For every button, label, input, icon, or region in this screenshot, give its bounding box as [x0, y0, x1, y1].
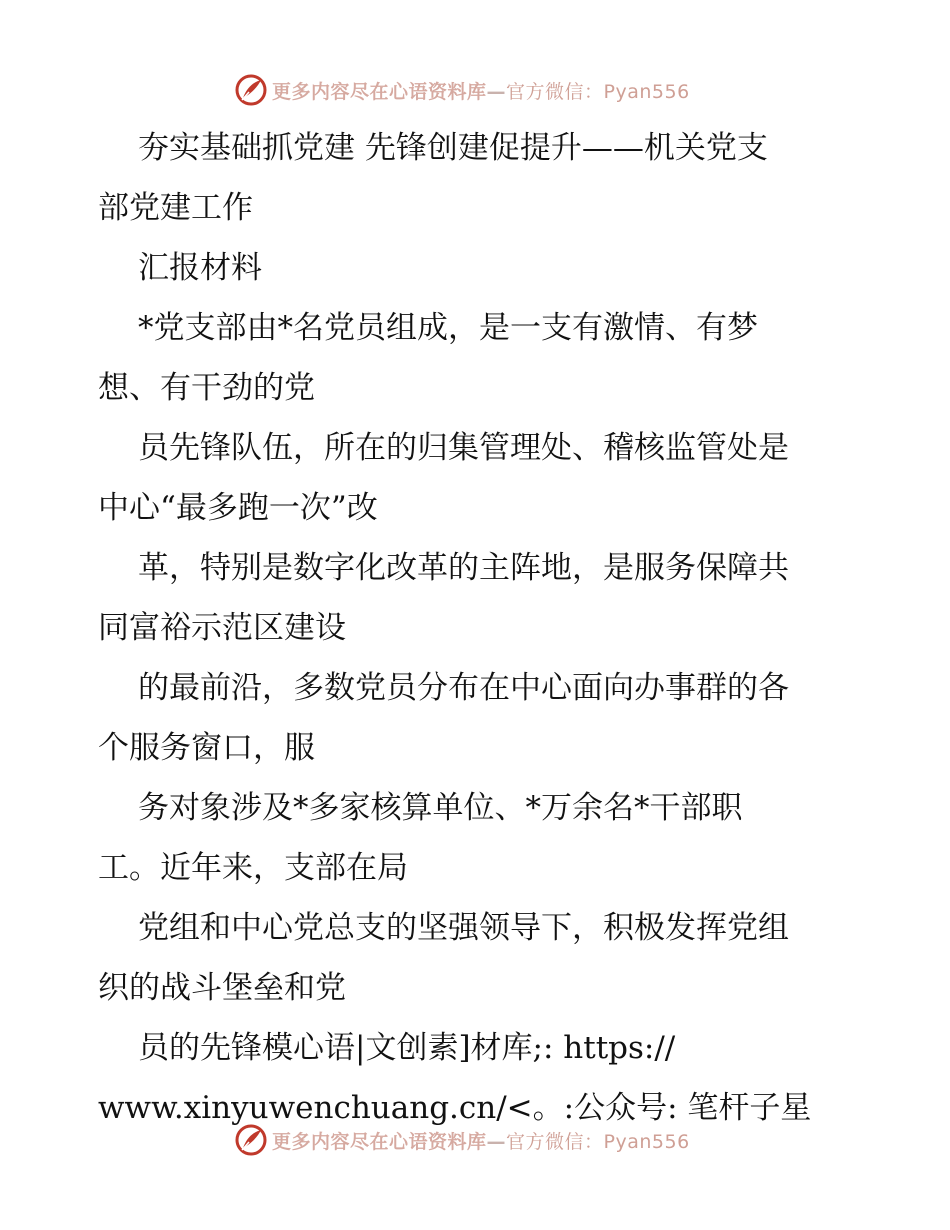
document-body [98, 118, 858, 1138]
text-line: 务对象涉及*多家核算单位、*万余名*干部职 [138, 790, 743, 826]
text-line: 想、有干劲的党 [98, 370, 315, 406]
feather-logo-icon [234, 1123, 268, 1157]
text-line: www.xinyuwenchuang.cn/<。:公众号: 笔杆子星 [98, 1090, 812, 1126]
text-line: 党组和中心党总支的坚强领导下，积极发挥党组 [138, 910, 789, 946]
footer-watermark [234, 1120, 714, 1160]
text-line: 部党建工作 [98, 190, 253, 226]
text-line: 汇报材料 [138, 250, 262, 286]
text-line: *党支部由*名党员组成，是一支有激情、有梦 [138, 310, 758, 346]
watermark-text: 更多内容尽在心语资料库—官方微信：Pyan556 [272, 1130, 690, 1153]
text-line: 革，特别是数字化改革的主阵地，是服务保障共 [138, 550, 789, 586]
text-line: 同富裕示范区建设 [98, 610, 346, 646]
header-watermark [234, 70, 714, 110]
text-line: 织的战斗堡垒和党 [98, 970, 346, 1006]
text-line: 的最前沿，多数党员分布在中心面向办事群的各 [138, 670, 789, 706]
text-line: 夯实基础抓党建 先锋创建促提升——机关党支 [138, 130, 768, 166]
text-line: 工。近年来，支部在局 [98, 850, 408, 886]
text-line: 员先锋队伍，所在的归集管理处、稽核监管处是 [138, 430, 789, 466]
watermark-text: 更多内容尽在心语资料库—官方微信：Pyan556 [272, 80, 690, 103]
text-line: 员的先锋模心语|文创素]材库;: https:// [138, 1030, 676, 1066]
text-line: 个服务窗口，服 [98, 730, 315, 766]
text-line: 中心“最多跑一次”改 [98, 490, 378, 526]
feather-logo-icon [234, 73, 268, 107]
